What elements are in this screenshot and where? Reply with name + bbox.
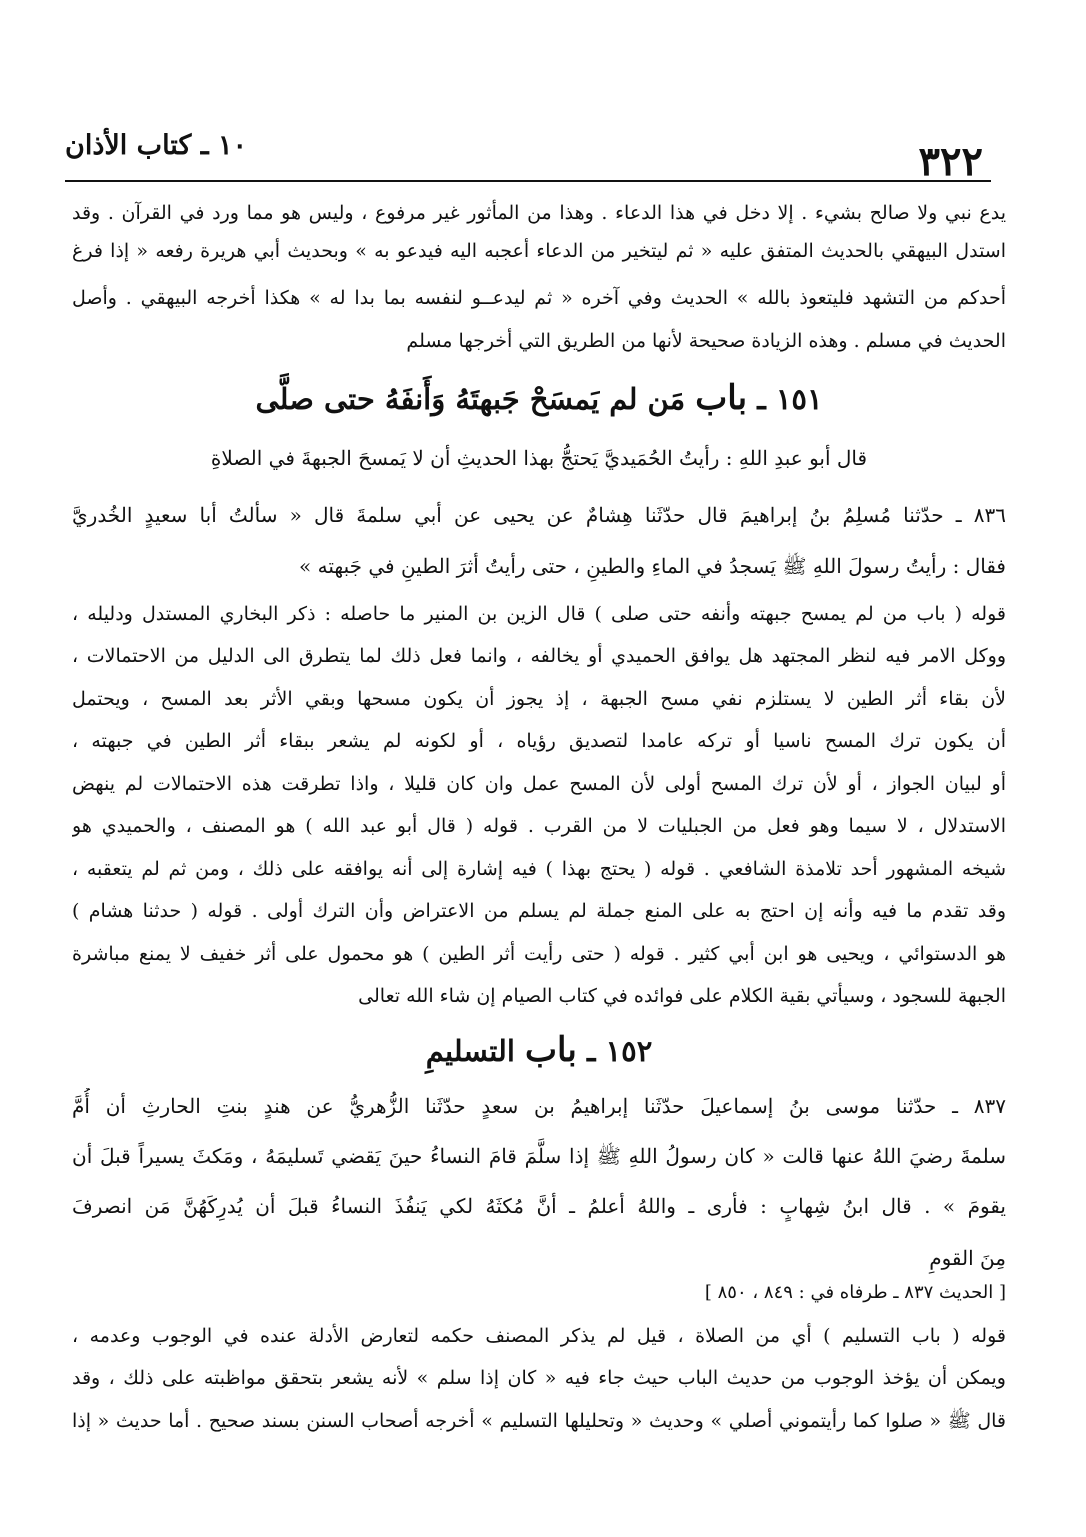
chapter-heading-152 <box>72 1030 1006 1070</box>
page-header <box>65 118 991 185</box>
hadith-reference-note: [ الحديث ٨٣٧ ـ طرفاه في : ٨٤٩ ، ٨٥٠ ] <box>704 1282 1006 1303</box>
text-line: ويمكن أن يؤخذ الوجوب من حديث الباب حيث جاء فيه « كان إذا سلم » لأنه يشعر بتحقق مواظبته على ذلك ، وقد <box>72 1367 1006 1389</box>
chapter-number: ١٥١ ـ <box>757 382 823 416</box>
hadith-line: ٨٣٧ ـ حدّثنا موسى بنُ إسماعيلَ حدّثَنا إبراهيمُ بن سعدٍ حدّثَنا الزُّهريُّ عن هندٍ بنتِ الحارثِ أن أُمَّ <box>72 1094 1006 1118</box>
text-line: قوله ( باب من لم يمسح جبهته وأنفه حتى صلى ) قال الزين بن المنير ما حاصله : ذكر البخاري المستدل ودليله ، <box>72 603 1006 625</box>
text-line: أن يكون ترك المسح ناسيا أو تركه عامدا لتصديق رؤياه ، أو لكونه لم يشعر ببقاء أثر الطين في جبهته ، <box>72 730 1006 752</box>
text-line: وقد تقدم ما فيه وأنه إن احتج به على المنع جملة لم يسلم من الاعتراض وأن الترك أولى . قوله ( حدثنا هشام ) <box>72 900 1006 922</box>
text-line: يدع نبي ولا صالح بشيء . إلا دخل في هذا الدعاء . وهذا من المأثور غير مرفوع ، وليس هو مما ورد في القرآن . وقد <box>72 202 1006 224</box>
chapter-heading-151 <box>72 378 1006 418</box>
page-number: ٣٢٢ <box>918 138 983 185</box>
text-line: الاستدلال ، لا سيما وهو فعل من الجبليات لا من القرب . قوله ( قال أبو عبد الله ) هو المصنف ، والحميدي هو <box>72 815 1006 837</box>
hadith-line: ٨٣٦ ـ حدّثنا مُسلِمُ بنُ إبراهيمَ قال حدّثَنا هِشامٌ عن يحيى عن أبي سلمةَ قال « سألتُ أبا سعيدٍ الخُدريَّ <box>72 503 1006 527</box>
chapter-label: باب <box>695 378 748 418</box>
hadith-line: مِنَ القومِ <box>929 1246 1006 1270</box>
text-line: الحديث في مسلم . وهذه الزيادة صحيحة لأنها من الطريق التي أخرجها مسلم <box>406 330 1006 352</box>
text-line: هو الدستوائي ، ويحيى هو ابن أبي كثير . قوله ( حتى رأيت أثر الطين ) هو محمول على أثر خفيف لا يمنع مباشرة <box>72 943 1006 965</box>
chapter-title: مَن لم يَمسَحْ جَبهتَهُ وَأَنفَهُ حتى صلَّى <box>255 382 686 416</box>
hadith-line: يقومَ » . قال ابنُ شِهابٍ : فأرى ـ واللهُ أعلمُ ـ أنَّ مُكثَهُ لكي يَنفُذَ النساءُ قبلَ أن يُدرِكَهُنَّ مَن انصرفَ <box>72 1194 1006 1218</box>
text-line: استدل البيهقي بالحديث المتفق عليه « ثم ليتخير من الدعاء أعجبه اليه فيدعو به » وبحديث أبي هريرة رفعه « إذا فرغ <box>72 240 1006 262</box>
chapter-label: باب <box>525 1030 577 1070</box>
header-divider <box>65 180 991 182</box>
chapter-title: التسليمِ <box>425 1034 515 1068</box>
hadith-line: سلمةَ رضيَ اللهُ عنها قالت « كان رسولُ اللهِ ﷺ إذا سلَّمَ قامَ النساءُ حينَ يَقضي تَسليمَهُ ، ومَكثَ يسيراً قبلَ أن <box>72 1144 1006 1168</box>
text-line: لأن بقاء أثر الطين لا يستلزم نفي مسح الجبهة ، إذ يجوز أن يكون مسحها وبقي الأثر بعد المسح ، ويحتمل <box>72 688 1006 710</box>
text-line: قال ﷺ « صلوا كما رأيتموني أصلي » وحديث « وتحليلها التسليم » أخرجه أصحاب السنن بسند صحيح . أما حديث « إذا <box>72 1410 1006 1432</box>
text-line: الجبهة للسجود ، وسيأتي بقية الكلام على فوائده في كتاب الصيام إن شاء الله تعالى <box>358 985 1006 1007</box>
text-line: شيخه المشهور أحد تلامذة الشافعي . قوله ( يحتج بهذا ) فيه إشارة إلى أنه يوافقه على ذلك ، ومن ثم لم يتعقبه ، <box>72 858 1006 880</box>
text-line: قوله ( باب التسليم ) أي من الصلاة ، قيل لم يذكر المصنف حكمه لتعارض الأدلة عنده في الوجوب وعدمه ، <box>72 1325 1006 1347</box>
book-title: ١٠ ـ كتاب الأذان <box>65 130 248 161</box>
text-line: ووكل الامر فيه لنظر المجتهد هل يوافق الحميدي أو يخالفه ، وانما فعل ذلك لما يتطرق الى الدليل من الاحتمالات ، <box>72 645 1006 667</box>
text-line: أو لبيان الجواز ، أو لأن ترك المسح أولى لأن المسح عمل وان كان قليلا ، واذا تطرقت هذه الاحتمالات لم ينهض <box>72 773 1006 795</box>
chapter-number: ١٥٢ ـ <box>586 1034 653 1068</box>
chapter-note: قال أبو عبدِ اللهِ : رأيتُ الحُمَيديَّ يَحتجُّ بهذا الحديثِ أن لا يَمسحَ الجبهةَ في الصلاةِ <box>210 446 868 470</box>
text-line: أحدكم من التشهد فليتعوذ بالله » الحديث وفي آخره « ثم ليدعــو لنفسه بما بدا له » هكذا أخرجه البيهقي . وأصل <box>72 287 1006 309</box>
hadith-line: فقال : رأيتُ رسولَ اللهِ ﷺ يَسجدُ في الماءِ والطينِ ، حتى رأيتُ أثرَ الطينِ في جَبهته » <box>299 554 1006 578</box>
